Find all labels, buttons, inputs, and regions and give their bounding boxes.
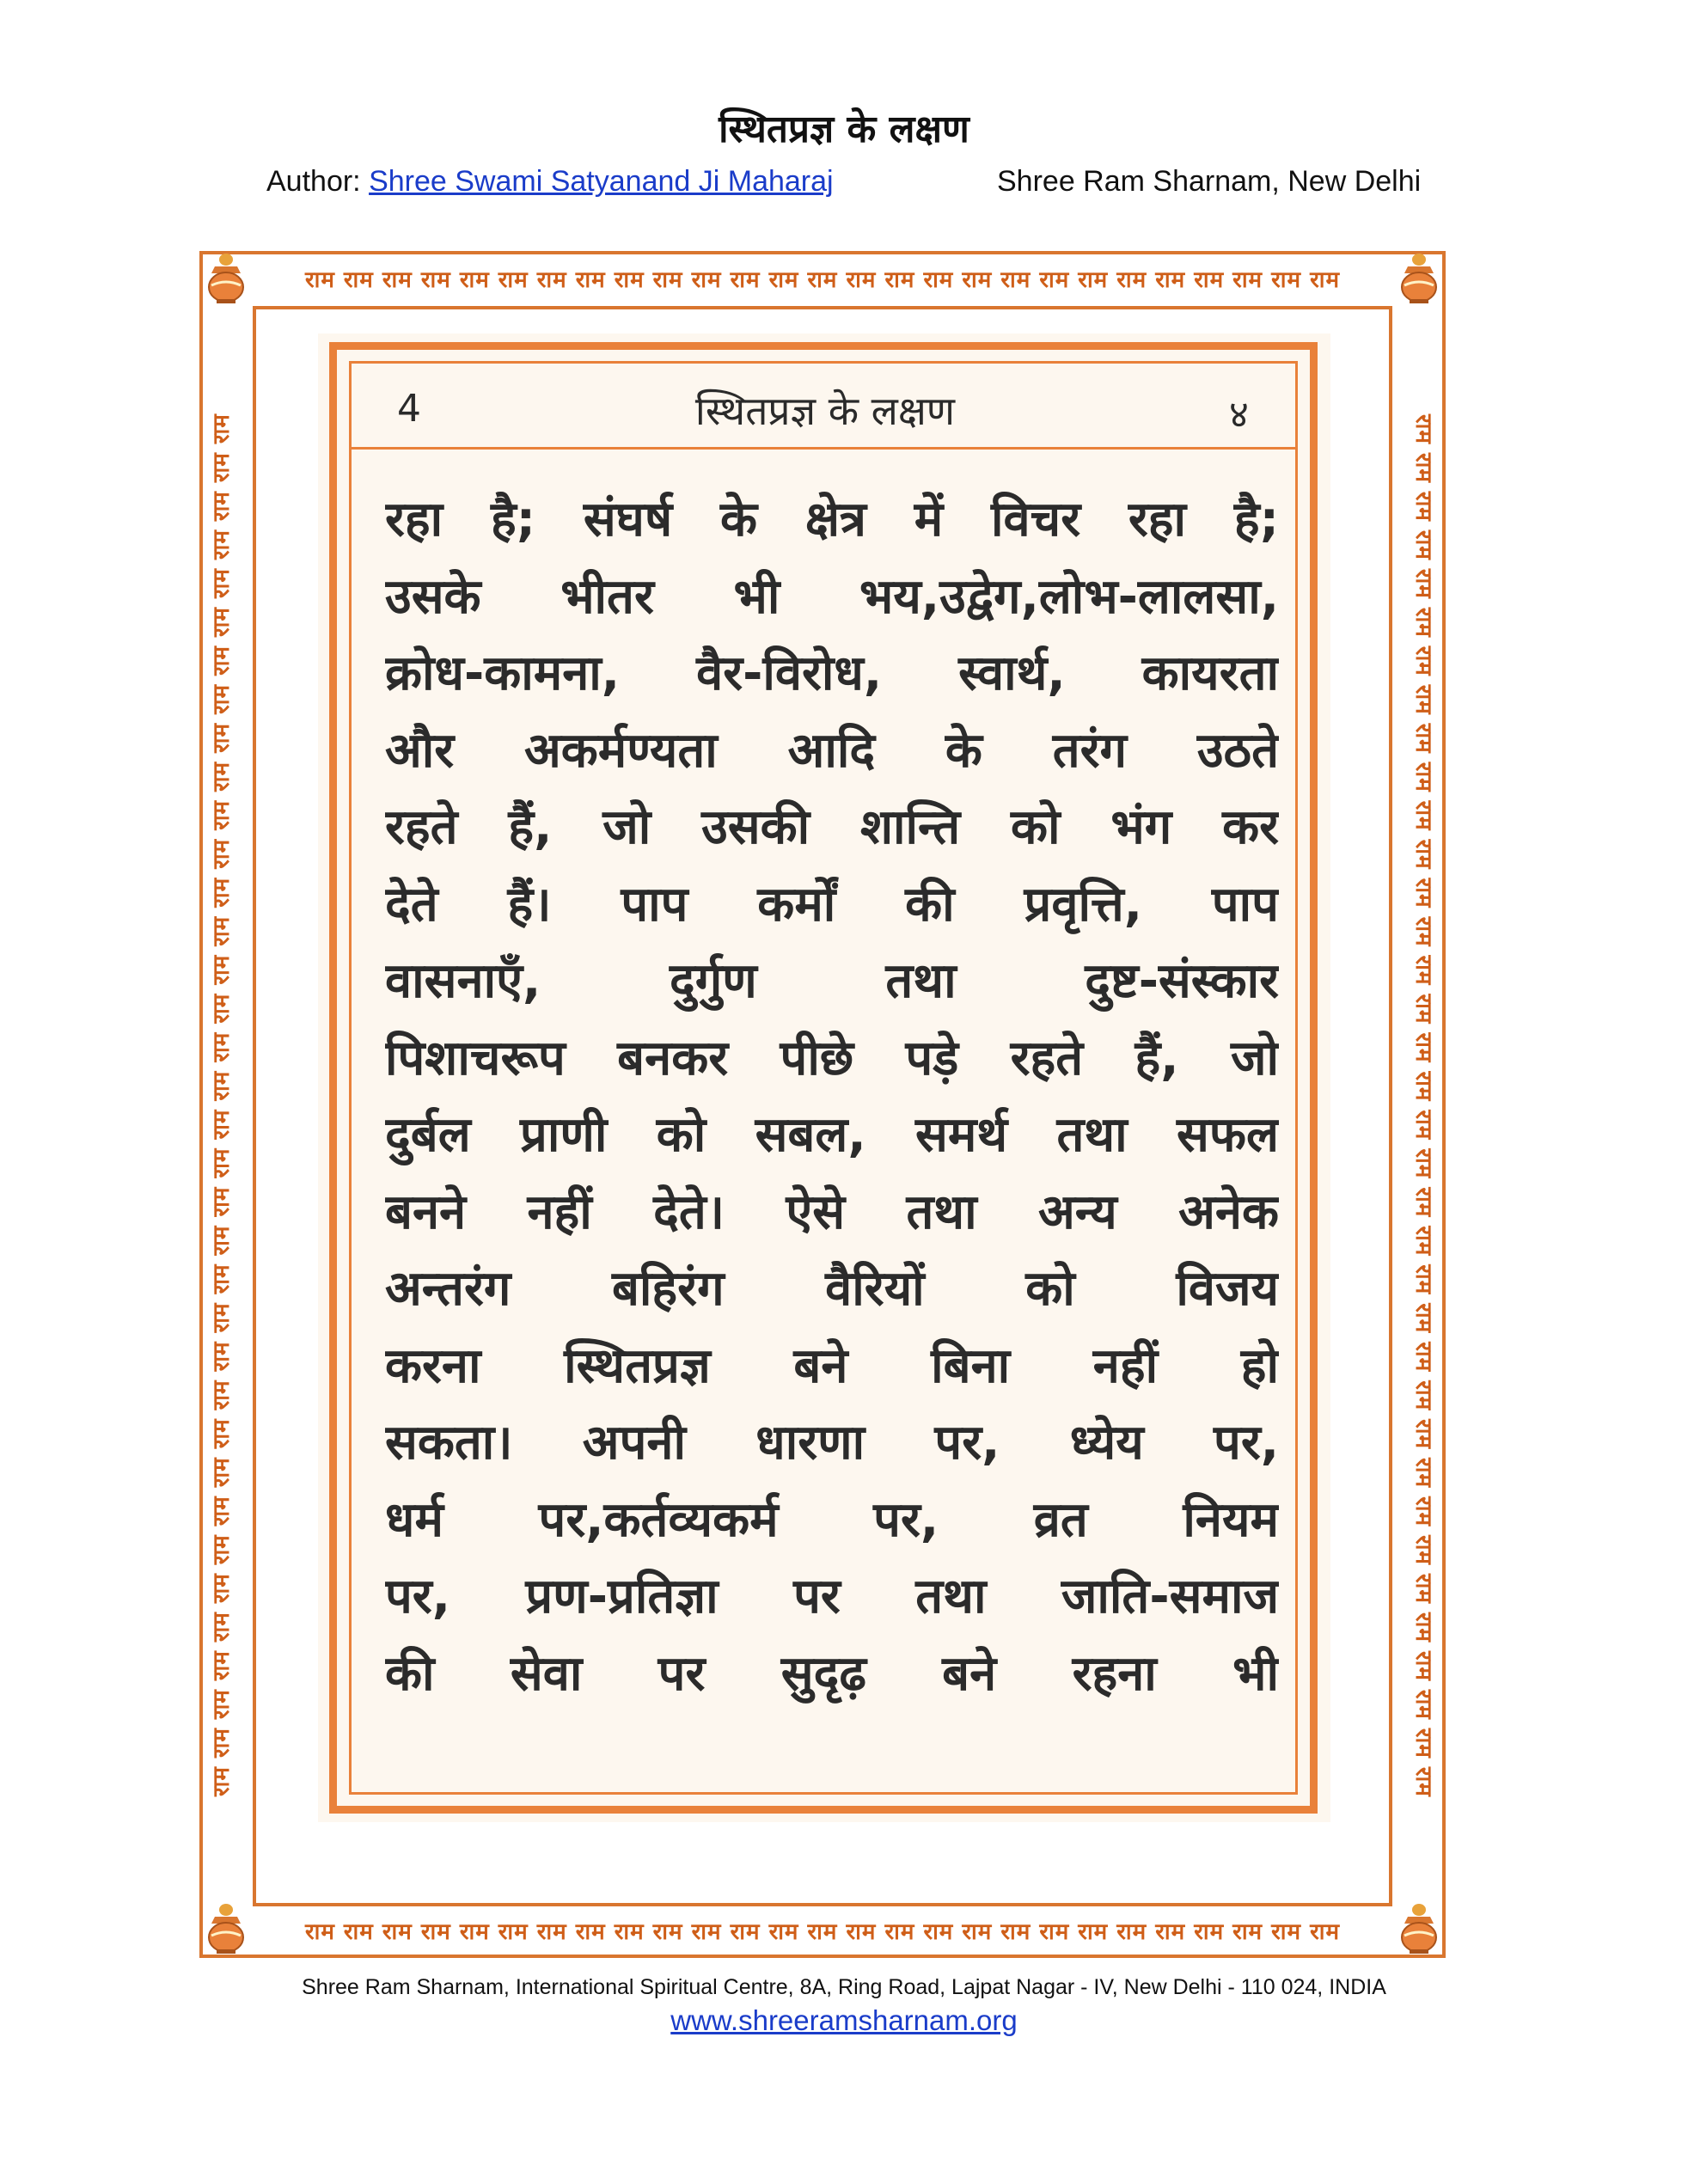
website-link[interactable]: www.shreeramsharnam.org [670,2004,1018,2036]
text-line: वासनाएँ, दुर्गुण तथा दुष्ट-संस्कार [385,953,1279,1009]
text-line: क्रोध-कामना, वैर-विरोध, स्वार्थ, कायरता [385,645,1279,701]
document-title: स्थितप्रज्ञ के लक्षण [719,107,969,151]
frame-right-text: राम राम राम राम राम राम राम राम राम राम राम राम राम राम राम राम राम राम राम राम राम राम राम राम राम राम राम राम राम राम राम राम राम राम राम राम [1410,413,1436,1797]
author-prefix: Author: [266,165,370,198]
text-line: धर्म पर,कर्तव्यकर्म पर, व्रत नियम [385,1491,1279,1548]
organization-label: Shree Ram Sharnam, New Delhi [997,165,1422,198]
page-number-left: 4 [397,387,421,431]
text-line: की सेवा पर सुदृढ़ बने रहना भी [385,1645,1279,1702]
page-header-rule [349,447,1298,450]
page-number-right: ४ [1229,393,1249,437]
text-line: रहते हैं, जो उसकी शान्ति को भंग कर [385,799,1279,855]
page-running-title: स्थितप्रज्ञ के लक्षण [694,388,956,434]
text-line: अन्तरंग बहिरंग वैरियों को विजय [385,1261,1279,1317]
text-line: सकता। अपनी धारणा पर, ध्येय पर, [385,1415,1279,1471]
text-line: बनने नहीं देते। ऐसे तथा अन्य अनेक [385,1184,1279,1240]
page-body-text [385,481,1279,1712]
kalash-icon [203,1903,249,1955]
frame-top-text: राम राम राम राम राम राम राम राम राम राम राम राम राम राम राम राम राम राम राम राम राम राम राम राम राम राम राम [304,267,1341,293]
frame-left-text: राम राम राम राम राम राम राम राम राम राम राम राम राम राम राम राम राम राम राम राम राम राम राम राम राम राम राम राम राम राम राम राम राम राम राम राम [209,413,235,1797]
author-line [266,165,834,199]
footer-url [0,2004,1688,2037]
text-line: उसके भीतर भी भय,उद्वेग,लोभ-लालसा, [385,568,1279,625]
kalash-icon [1396,1903,1442,1955]
kalash-icon [203,253,249,304]
text-line: पर, प्रण-प्रतिज्ञा पर तथा जाति-समाज [385,1569,1279,1624]
text-line: रहा है; संघर्ष के क्षेत्र में विचर रहा है; [385,492,1279,548]
text-line: करना स्थितप्रज्ञ बने बिना नहीं हो [385,1337,1279,1394]
author-link[interactable]: Shree Swami Satyanand Ji Maharaj [369,165,834,198]
text-line: और अकर्मण्यता आदि के तरंग उठते [385,722,1279,779]
text-line: पिशाचरूप बनकर पीछे पड़े रहते हैं, जो [385,1030,1279,1086]
frame-bottom-text: राम राम राम राम राम राम राम राम राम राम राम राम राम राम राम राम राम राम राम राम राम राम राम राम राम राम राम [304,1919,1341,1945]
text-line: दुर्बल प्राणी को सबल, समर्थ तथा सफल [385,1107,1279,1163]
text-line: देते हैं। पाप कर्मों की प्रवृत्ति, पाप [385,876,1279,933]
footer-address: Shree Ram Sharnam, International Spiritual Centre, 8A, Ring Road, Lajpat Nagar - IV, New Delhi - 110 024, INDIA [302,1975,1386,1999]
kalash-icon [1396,253,1442,304]
